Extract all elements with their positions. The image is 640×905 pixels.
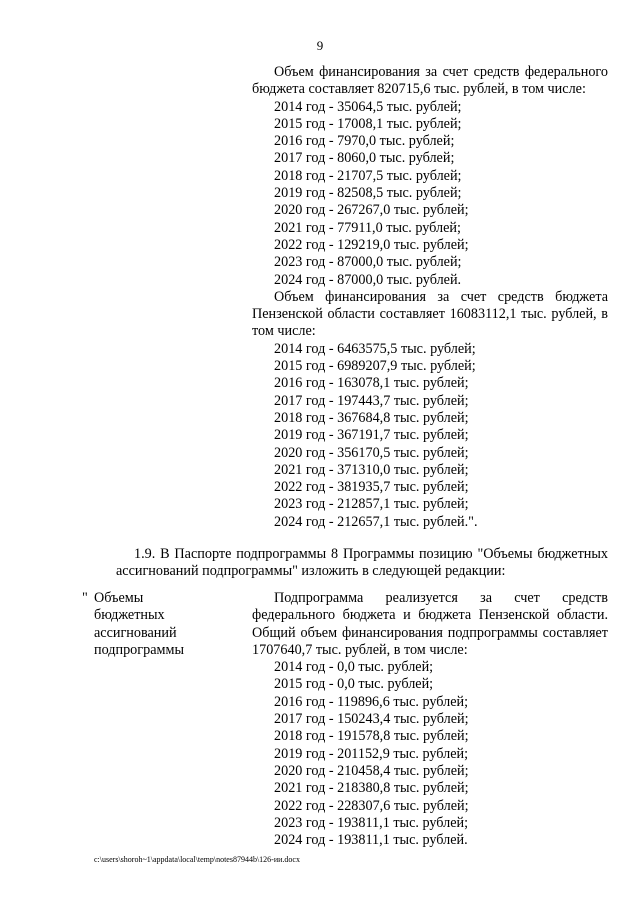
list-item: 2022 год - 228307,6 тыс. рублей; [274,797,469,814]
list-item: 2016 год - 163078,1 тыс. рублей; [274,375,469,392]
federal-funding-intro: Объем финансирования за счет средств федерального бюджета составляет 820715,6 тыс. рублей, в том числе: [252,64,608,98]
subprogram-funding-column [252,590,608,849]
regional-funding-intro: Объем финансирования за счет средств бюджета Пензенской области составляет 16083112,1 тыс. рублей, в том числе: [252,288,608,340]
list-item: 2019 год - 82508,5 тыс. рублей; [274,185,462,202]
label-line: бюджетных [94,607,165,624]
list-item: 2021 год - 371310,0 тыс. рублей; [274,461,469,478]
page-number: 9 [316,38,324,53]
list-item: 2016 год - 7970,0 тыс. рублей; [274,133,455,150]
list-item: 2014 год - 0,0 тыс. рублей; [274,659,434,676]
list-item: 2017 год - 8060,0 тыс. рублей; [274,150,455,167]
list-item: 2023 год - 193811,1 тыс. рублей; [274,814,469,831]
list-item: 2024 год - 193811,1 тыс. рублей. [274,832,468,849]
list-item: 2014 год - 35064,5 тыс. рублей; [274,98,462,115]
list-item: 2019 год - 201152,9 тыс. рублей; [274,745,469,762]
funding-text-column [252,64,608,531]
list-item: 2022 год - 129219,0 тыс. рублей; [274,236,469,253]
list-item: 2024 год - 212657,1 тыс. рублей.". [274,513,478,530]
list-item: 2019 год - 367191,7 тыс. рублей; [274,427,469,444]
list-item: 2015 год - 17008,1 тыс. рублей; [274,115,462,132]
list-item: 2020 год - 210458,4 тыс. рублей; [274,762,469,779]
list-item: 2015 год - 6989207,9 тыс. рублей; [274,358,476,375]
list-item: 2017 год - 150243,4 тыс. рублей; [274,711,469,728]
list-item: 2017 год - 197443,7 тыс. рублей; [274,392,469,409]
subprogram-budget-label [94,590,234,659]
list-item: 2020 год - 356170,5 тыс. рублей; [274,444,469,461]
subprogram-funding-intro: Подпрограмма реализуется за счет средств федерального бюджета и бюджета Пензенской области. Общий объем финансирования подпрограммы составляет 1707640,7 тыс. рублей, в том числе: [252,590,608,658]
list-item: 2018 год - 367684,8 тыс. рублей; [274,409,469,426]
list-item: 2023 год - 87000,0 тыс. рублей; [274,254,462,271]
clause-1-9: 1.9. В Паспорте подпрограммы 8 Программы позицию "Объемы бюджетных ассигнований подпрограммы" изложить в следующей редакции: [116,546,608,580]
list-item: 2021 год - 77911,0 тыс. рублей; [274,219,461,236]
opening-quote: " [82,590,88,606]
regional-funding-years [252,341,608,531]
list-item: 2022 год - 381935,7 тыс. рублей; [274,479,469,496]
list-item: 2018 год - 21707,5 тыс. рублей; [274,167,462,184]
label-line: Объемы [94,590,144,606]
label-line: подпрограммы [94,641,184,658]
list-item: 2020 год - 267267,0 тыс. рублей; [274,202,469,219]
list-item: 2016 год - 119896,6 тыс. рублей; [274,693,469,710]
list-item: 2018 год - 191578,8 тыс. рублей; [274,728,469,745]
list-item: 2023 год - 212857,1 тыс. рублей; [274,496,469,513]
footer-file-path: c:\users\shoroh~1\appdata\local\temp\notes87944b\126-ии.docx [94,855,300,864]
list-item: 2014 год - 6463575,5 тыс. рублей; [274,340,476,357]
subprogram-funding-years [252,659,608,849]
list-item: 2024 год - 87000,0 тыс. рублей. [274,271,462,288]
federal-funding-years [252,99,608,289]
list-item: 2021 год - 218380,8 тыс. рублей; [274,780,469,797]
label-line: ассигнований [94,624,177,641]
list-item: 2015 год - 0,0 тыс. рублей; [274,676,434,693]
